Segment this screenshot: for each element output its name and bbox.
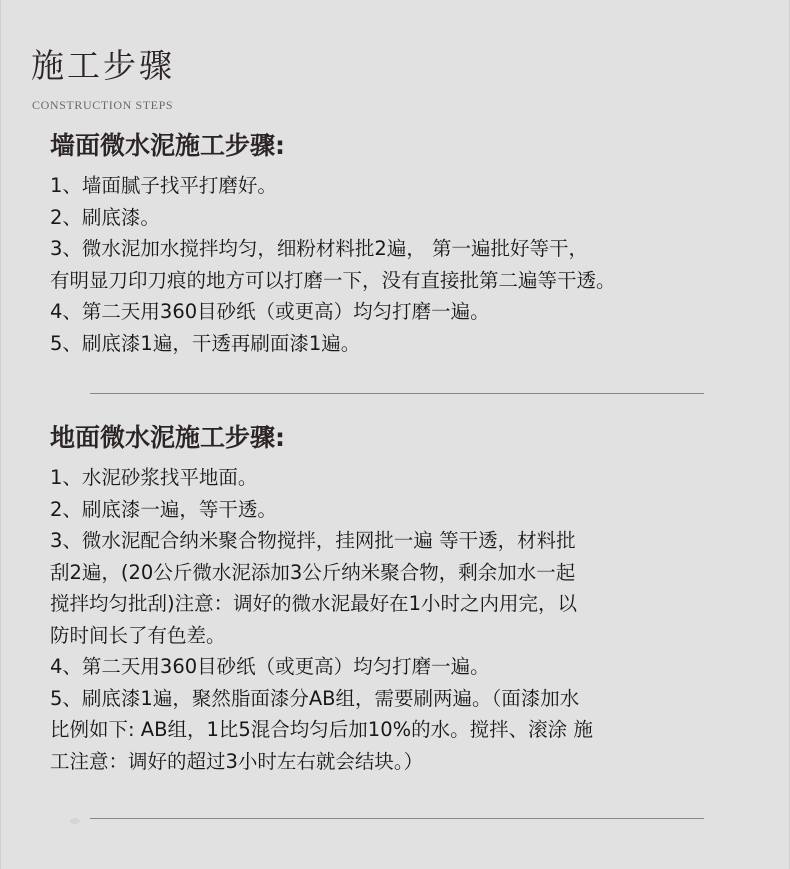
floor-step-line: 4、第二天用360目砂纸（或更高）均匀打磨一遍。 <box>50 655 490 678</box>
floor-step-line: 防时间长了有色差。 <box>50 623 226 647</box>
wall-steps-heading: 墙面微水泥施工步骤: <box>50 131 285 160</box>
section-divider <box>90 393 704 394</box>
page-title: 施工步骤 <box>31 46 175 85</box>
wall-step-line: 1、墙面腻子找平打磨好。 <box>50 174 277 197</box>
floor-steps-section <box>50 420 593 777</box>
floor-step-line: 刮2遍，(20公斤微水泥添加3公斤纳米聚合物，剩余加水一起 <box>50 560 576 584</box>
floor-step-line: 搅拌均匀批刮)注意：调好的微水泥最好在1小时之内用完，以 <box>50 592 578 615</box>
decorative-dot <box>70 818 80 824</box>
floor-step-line: 2、刷底漆一遍，等干透。 <box>50 497 277 521</box>
floor-step-line: 工注意：调好的超过3小时左右就会结块。） <box>50 749 424 773</box>
page-subtitle: CONSTRUCTION STEPS <box>32 98 174 112</box>
wall-step-line: 3、微水泥加水搅拌均匀，细粉材料批2遍， 第一遍批好等干， <box>50 237 589 260</box>
bottom-divider <box>90 818 704 819</box>
floor-step-line: 5、刷底漆1遍，聚然脂面漆分AB组，需要刷两遍。（面漆加水 <box>50 686 580 710</box>
floor-step-line: 比例如下: AB组，1比5混合均匀后加10%的水。搅拌、滚涂 施 <box>50 718 593 741</box>
wall-step-line: 2、刷底漆。 <box>50 205 160 229</box>
floor-step-line: 1、水泥砂浆找平地面。 <box>50 466 258 489</box>
floor-step-line: 3、微水泥配合纳米聚合物搅拌，挂网批一遍 等干透，材料批 <box>50 529 576 552</box>
wall-step-line: 4、第二天用360目砂纸（或更高）均匀打磨一遍。 <box>50 300 490 323</box>
wall-steps-section <box>50 128 616 359</box>
wall-step-line: 5、刷底漆1遍，干透再刷面漆1遍。 <box>50 331 361 355</box>
wall-step-line: 有明显刀印刀痕的地方可以打磨一下，没有直接批第二遍等干透。 <box>50 268 616 292</box>
floor-steps-heading: 地面微水泥施工步骤: <box>50 423 285 452</box>
